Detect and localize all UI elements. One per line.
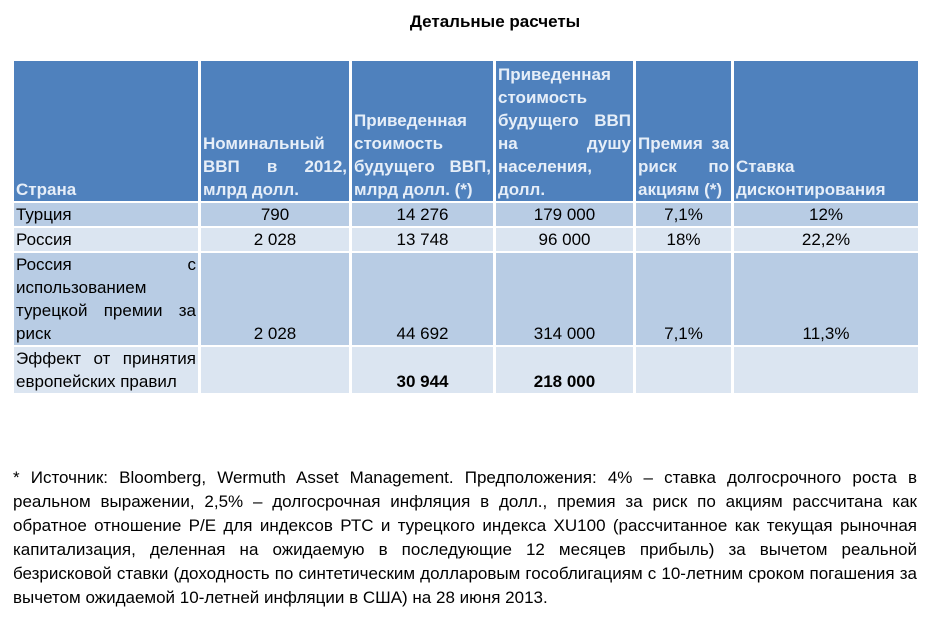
cell-pv-gdp-per-capita: 179 000 bbox=[496, 203, 633, 226]
cell-pv-gdp-per-capita: 218 000 bbox=[496, 347, 633, 393]
table-row bbox=[14, 228, 918, 251]
column-header-discount-rate: Ставка дисконтирования bbox=[734, 61, 918, 201]
cell-equity-premium: 18% bbox=[636, 228, 731, 251]
page-title: Детальные расчеты bbox=[409, 12, 581, 31]
cell-discount-rate: 22,2% bbox=[734, 228, 918, 251]
cell-pv-gdp: 13 748 bbox=[352, 228, 493, 251]
calculation-table bbox=[11, 59, 921, 395]
table-row bbox=[14, 347, 918, 393]
cell-equity-premium bbox=[636, 347, 731, 393]
cell-country: Россия с использованием турецкой премии за риск bbox=[16, 255, 196, 343]
cell-country: Россия bbox=[14, 228, 198, 251]
cell-discount-rate bbox=[734, 347, 918, 393]
column-header-nominal-gdp: Номинальный ВВП в 2012, млрд долл. bbox=[201, 61, 349, 201]
cell-nominal-gdp bbox=[201, 347, 349, 393]
cell-pv-gdp: 14 276 bbox=[352, 203, 493, 226]
table-row bbox=[14, 203, 918, 226]
cell-country: Турция bbox=[14, 203, 198, 226]
column-header-country: Страна bbox=[14, 61, 198, 201]
column-header-pv-gdp-per-capita: Приведенная стоимость будущего ВВП на душу населения, долл. bbox=[496, 61, 633, 201]
cell-country: Эффект от принятия европейских правил bbox=[16, 349, 196, 391]
cell-pv-gdp: 30 944 bbox=[352, 347, 493, 393]
cell-equity-premium: 7,1% bbox=[636, 203, 731, 226]
cell-equity-premium: 7,1% bbox=[636, 253, 731, 345]
cell-nominal-gdp: 2 028 bbox=[201, 228, 349, 251]
column-header-equity-premium: Премия за риск по акциям (*) bbox=[636, 61, 731, 201]
cell-pv-gdp: 44 692 bbox=[352, 253, 493, 345]
table-header-row bbox=[14, 61, 918, 201]
cell-discount-rate: 12% bbox=[734, 203, 918, 226]
cell-nominal-gdp: 2 028 bbox=[201, 253, 349, 345]
footnote: * Источник: Bloomberg, Wermuth Asset Management. Предположения: 4% – ставка долгосрочного роста в реальном выражении, 2,5% – долгосрочная инфляция в долл., премия за риск по акциям рассчитана как обратное отношение P/E для индексов РТС и турецкого индекса XU100 (рассчитанное как текущая рыночная капитализация, деленная на ожидаемую в последующие 12 месяцев прибыль) за вычетом реальной безрисковой ставки (доходность по синтетическим долларовым гособлигациям с 10-летним сроком погашения за вычетом ожидаемой 10-летней инфляции в США) на 28 июня 2013. bbox=[13, 468, 917, 607]
table-row bbox=[14, 253, 918, 345]
cell-pv-gdp-per-capita: 96 000 bbox=[496, 228, 633, 251]
column-header-pv-gdp: Приведенная стоимость будущего ВВП, млрд долл. (*) bbox=[352, 61, 493, 201]
cell-pv-gdp-per-capita: 314 000 bbox=[496, 253, 633, 345]
cell-discount-rate: 11,3% bbox=[734, 253, 918, 345]
cell-nominal-gdp: 790 bbox=[201, 203, 349, 226]
